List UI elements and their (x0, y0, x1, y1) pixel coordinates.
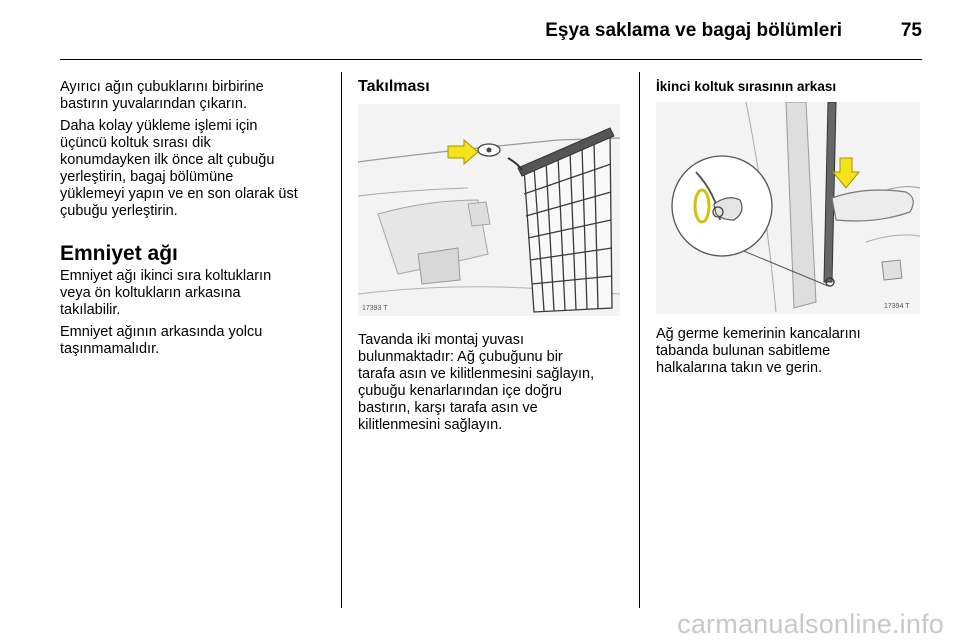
figure-roof-mount (358, 104, 620, 316)
figure-floor-anchor (656, 102, 920, 314)
column-3-text (656, 326, 931, 382)
paragraph: Tavanda iki montaj yuvası bulunmaktadır: Ağ çubuğunu bir tarafa asın ve kilitlenmesini sağlayın, çubuğu kenarlarından içe doğru bastırın, karşı tarafa asın ve kilitlenmesini sağlayın. (358, 332, 595, 433)
roof-mount-illustration (358, 104, 620, 316)
paragraph: Emniyet ağının arkasında yolcu taşınmamalıdır. (60, 324, 263, 357)
figure-code: 17394 T (884, 303, 910, 310)
column-3 (656, 78, 931, 96)
floor-anchor-illustration (656, 102, 920, 314)
figure-code: 17393 T (362, 305, 388, 312)
paragraph: Daha kolay yükleme işlemi için üçüncü koltuk sırası dik konumdayken ilk önce alt çubuğu yerleştirin, bagaj bölümüne yüklemeyi yapın ve en son olarak üst çubuğu yerleştirin. (60, 118, 298, 219)
header-rule (60, 59, 922, 60)
paragraph: Ağ germe kemerinin kancalarını tabanda bulunan sabitleme halkalarına takın ve gerin. (656, 326, 861, 376)
heading-second-row: İkinci koltuk sırasının arkası (656, 79, 837, 94)
section-title: Eşya saklama ve bagaj bölümleri (545, 20, 842, 41)
column-2 (358, 77, 633, 97)
column-2-text (358, 332, 633, 439)
paragraph: Ayırıcı ağın çubuklarını birbirine bastırın yuvalarından çıkarın. (60, 79, 264, 112)
column-divider-2 (639, 72, 640, 608)
watermark: carmanualsonline.info (677, 609, 944, 639)
column-divider-1 (341, 72, 342, 608)
page-number: 75 (900, 20, 922, 41)
heading-safety-net: Emniyet ağı (60, 242, 178, 265)
paragraph: Emniyet ağı ikinci sıra koltukların veya ön koltukların arkasına takılabilir. (60, 268, 272, 318)
column-1 (60, 79, 335, 363)
heading-installation: Takılması (358, 78, 430, 95)
